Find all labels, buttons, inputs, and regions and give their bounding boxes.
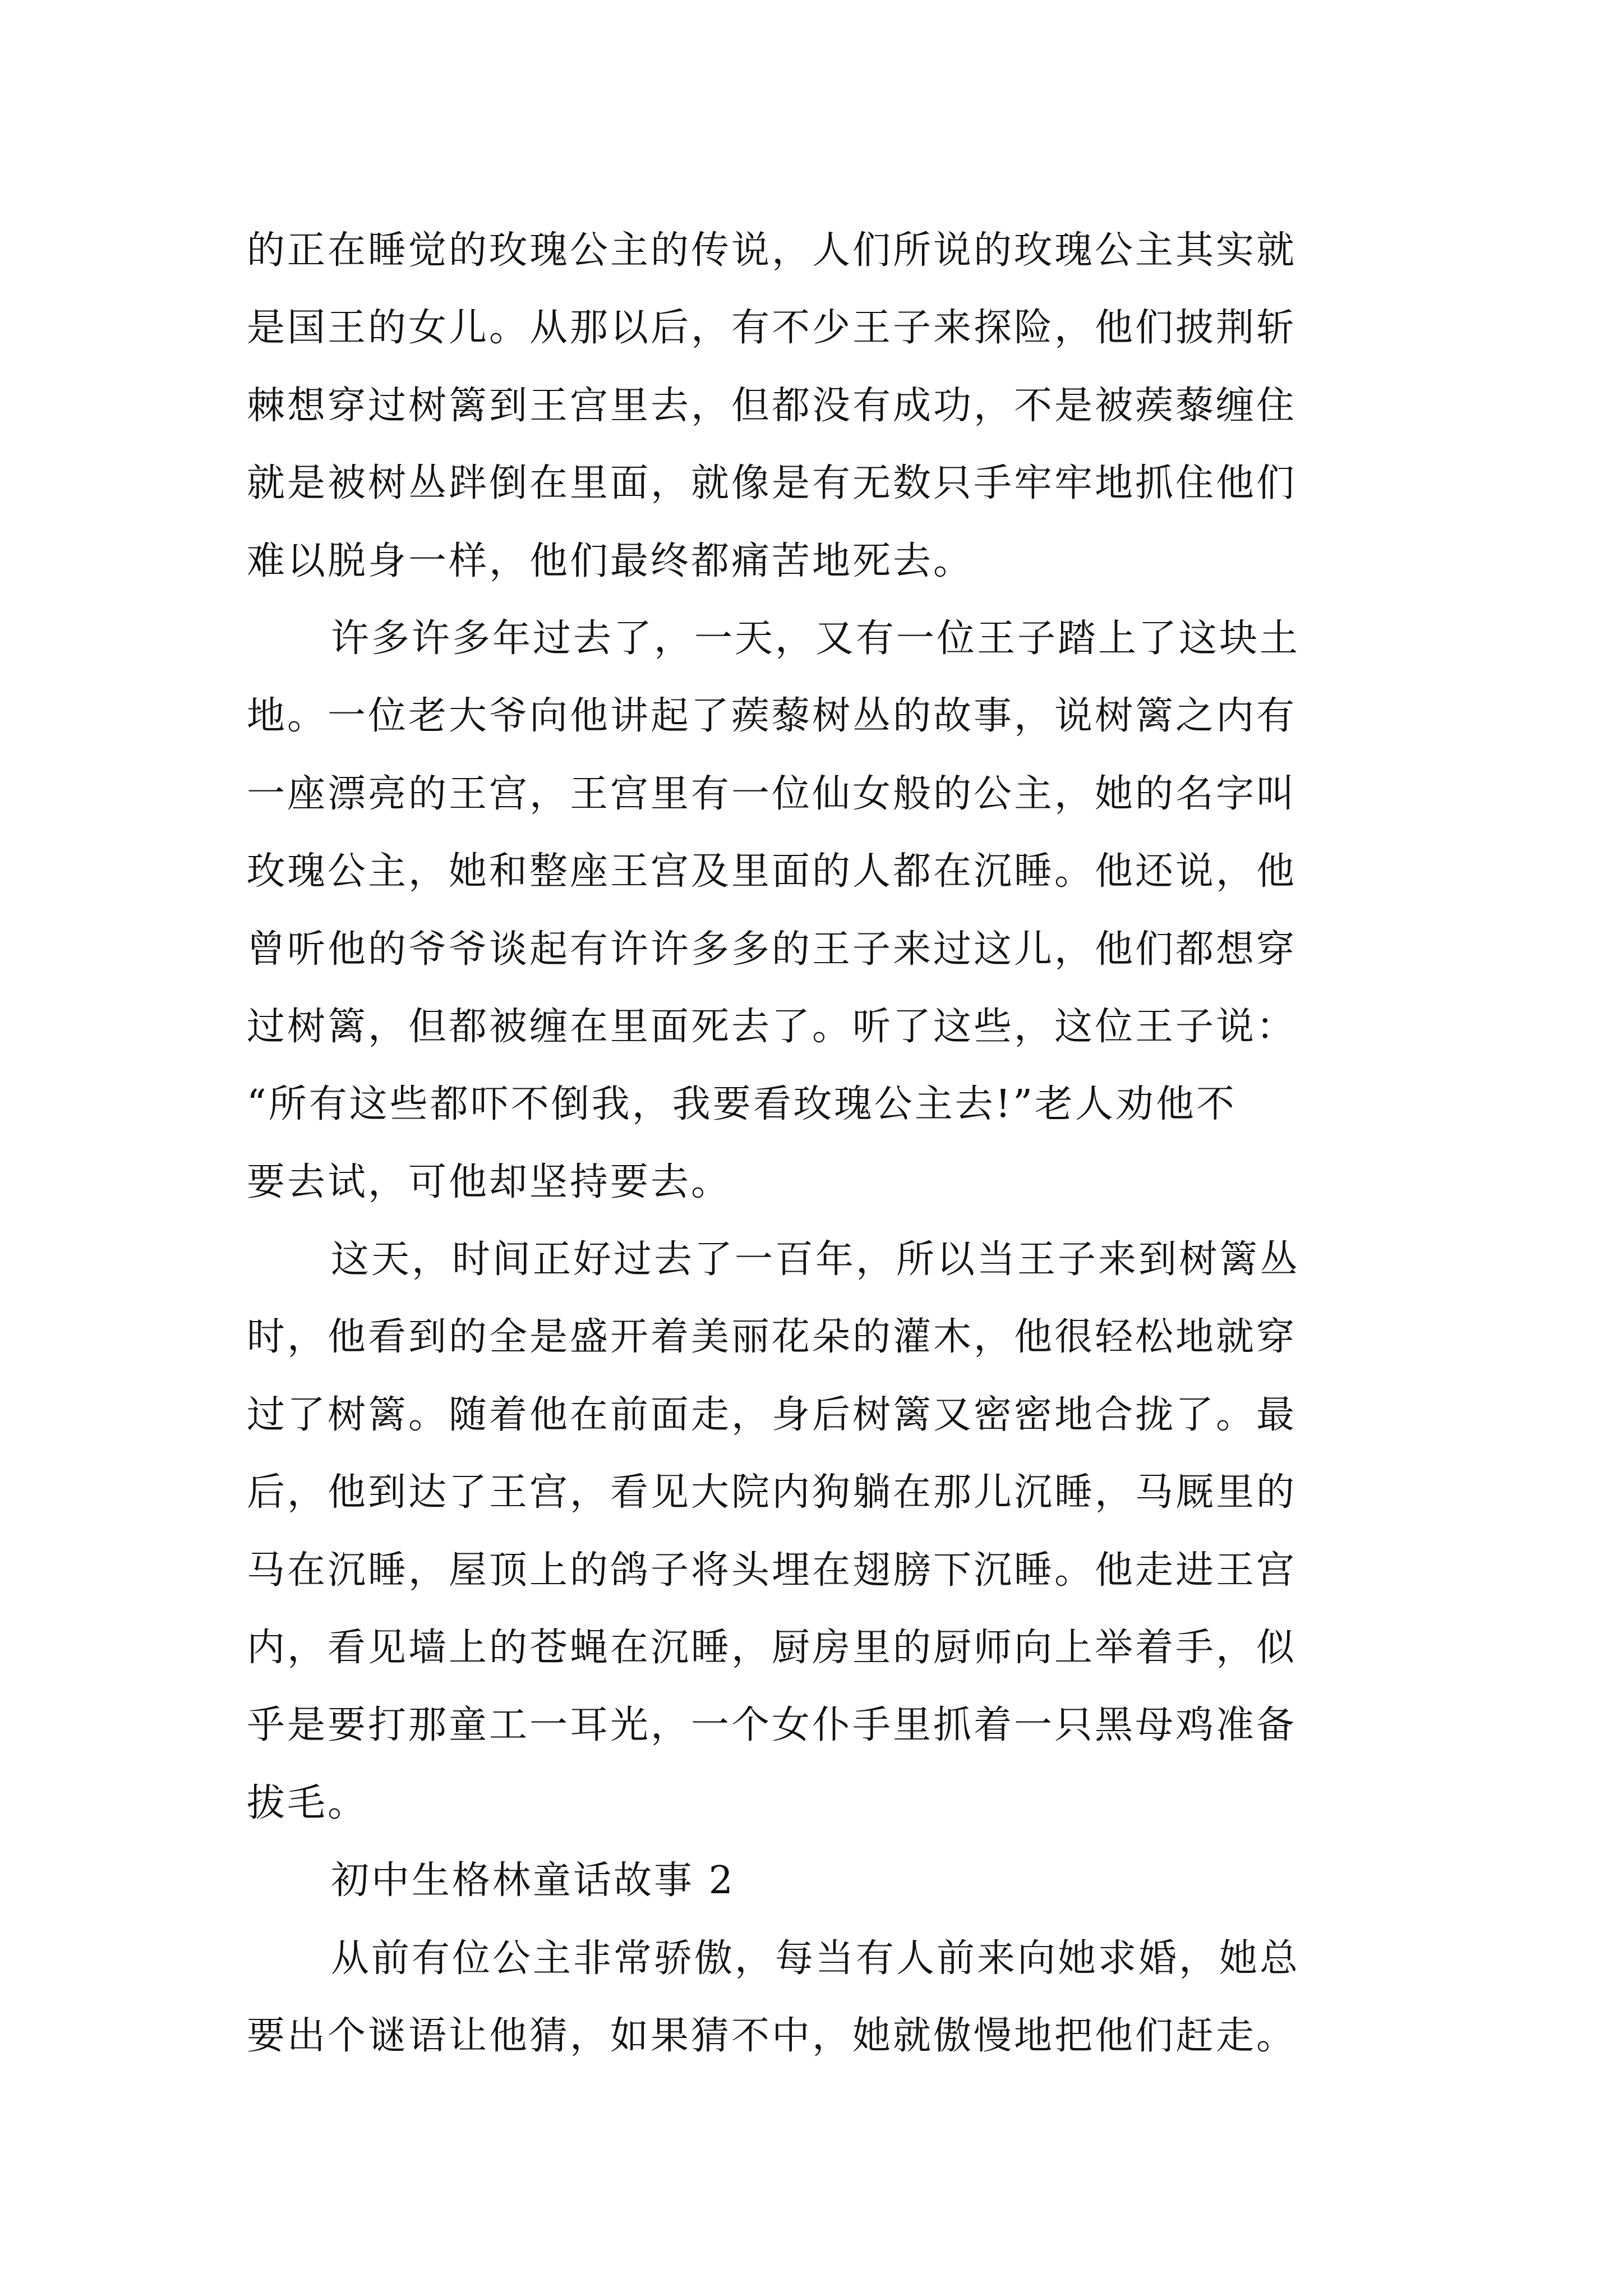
text-line: “所有这些都吓不倒我，我要看玫瑰公主去!”老人劝他不 [247, 1082, 1237, 1127]
text-line: 是国王的女儿。从那以后，有不少王子来探险，他们披荆斩 [247, 306, 1297, 351]
text-line: 过树篱，但都被缠在里面死去了。听了这些，这位王子说： [247, 1004, 1297, 1049]
text-line: 后，他到达了王宫，看见大院内狗躺在那儿沉睡，马厩里的 [247, 1470, 1297, 1515]
text-line: 地。一位老大爷向他讲起了蒺藜树丛的故事，说树篱之内有 [247, 694, 1297, 739]
document-body [247, 212, 1391, 2075]
text-line: 要出个谜语让他猜，如果猜不中，她就傲慢地把他们赶走。 [247, 2013, 1297, 2058]
text-line: 难以脱身一样，他们最终都痛苦地死去。 [247, 539, 974, 583]
text-line: 这天，时间正好过去了一百年，所以当王子来到树篱丛 [331, 1237, 1301, 1282]
text-line: 玫瑰公主，她和整座王宫及里面的人都在沉睡。他还说，他 [247, 849, 1297, 894]
text-line: 内，看见墙上的苍蝇在沉睡，厨房里的厨师向上举着手，似 [247, 1626, 1297, 1671]
text-line: 拔毛。 [247, 1780, 368, 1825]
text-line: 曾听他的爷爷谈起有许许多多的王子来过这儿，他们都想穿 [247, 927, 1297, 972]
text-line: 过了树篱。随着他在前面走，身后树篱又密密地合拢了。最 [247, 1392, 1297, 1437]
text-line: 一座漂亮的王宫，王宫里有一位仙女般的公主，她的名字叫 [247, 771, 1297, 816]
text-line: 从前有位公主非常骄傲，每当有人前来向她求婚，她总 [331, 1936, 1301, 1981]
text-line: 乎是要打那童工一耳光，一个女仆手里抓着一只黑母鸡准备 [247, 1703, 1297, 1748]
text-line: 初中生格林童话故事 2 [331, 1858, 735, 1903]
text-line: 许多许多年过去了，一天，又有一位王子踏上了这块土 [331, 616, 1301, 661]
text-line: 时，他看到的全是盛开着美丽花朵的灌木，他很轻松地就穿 [247, 1315, 1297, 1360]
text-line: 的正在睡觉的玫瑰公主的传说，人们所说的玫瑰公主其实就 [247, 228, 1297, 273]
text-line: 马在沉睡，屋顶上的鸽子将头埋在翅膀下沉睡。他走进王宫 [247, 1548, 1297, 1593]
text-line: 棘想穿过树篱到王宫里去，但都没有成功，不是被蒺藜缠住 [247, 383, 1297, 428]
text-line: 要去试，可他却坚持要去。 [247, 1159, 732, 1204]
text-line: 就是被树丛跘倒在里面，就像是有无数只手牢牢地抓住他们 [247, 461, 1297, 506]
